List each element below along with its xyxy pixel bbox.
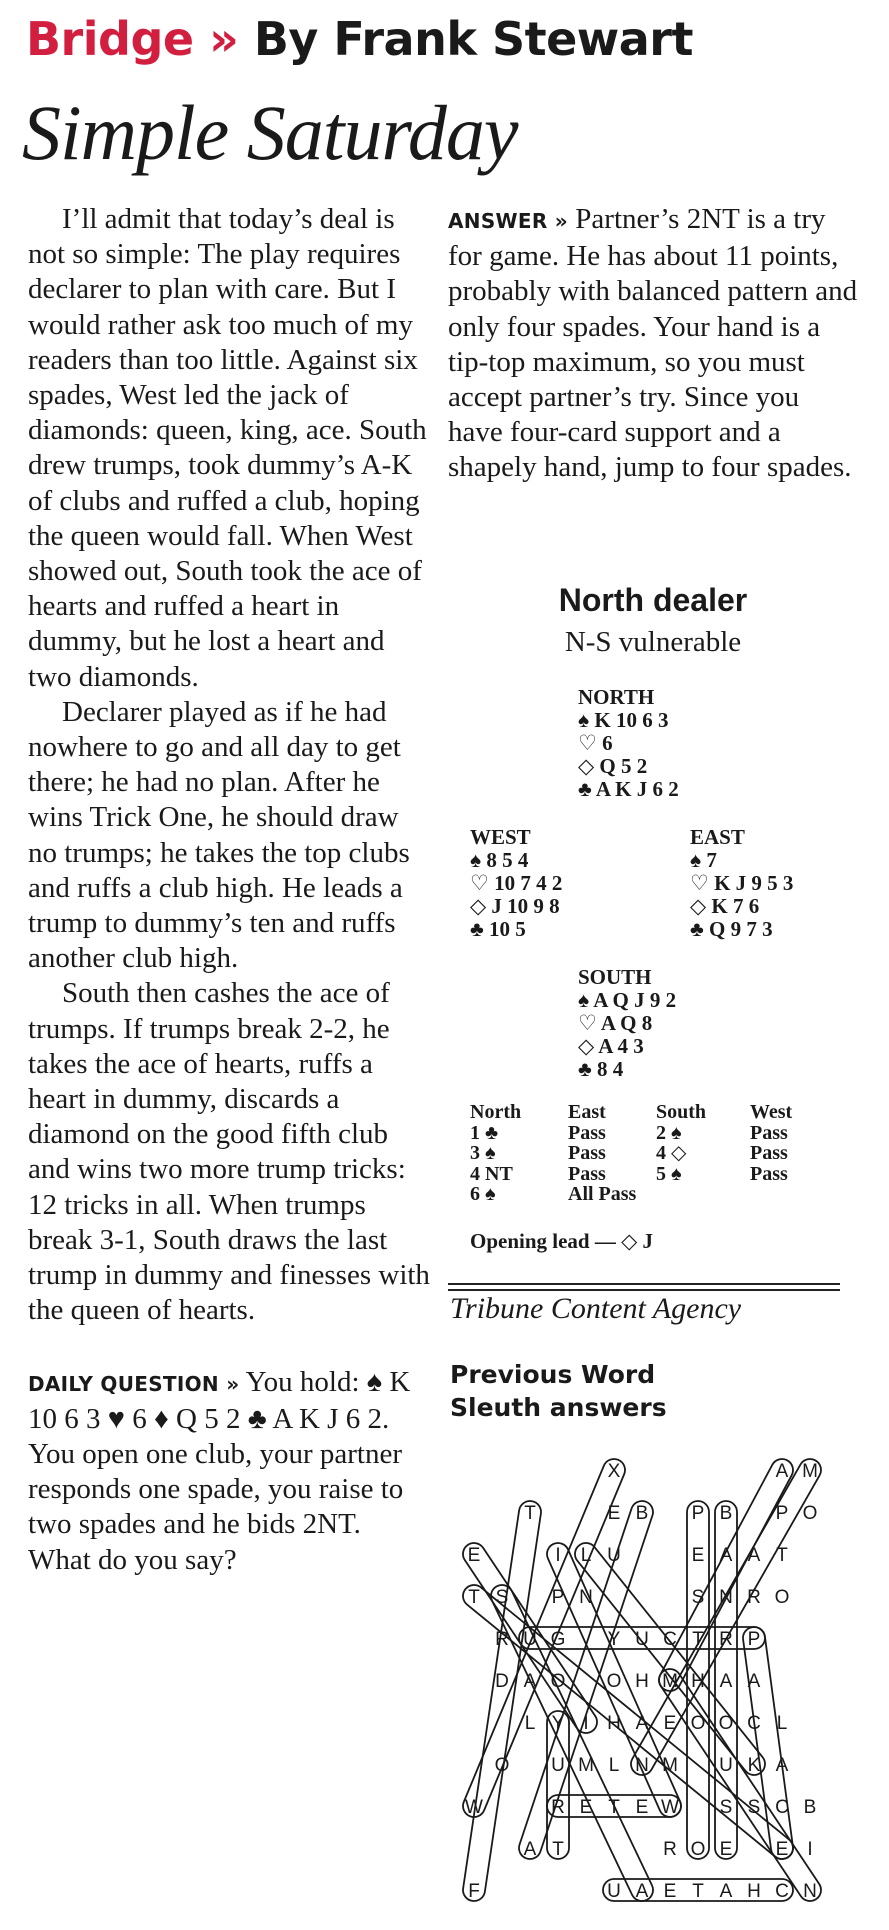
grid-letter: N [579,1587,593,1608]
grid-letter: U [607,1881,621,1902]
grid-letter: W [465,1797,483,1818]
grid-letter: R [551,1797,565,1818]
article-paragraph: I’ll admit that today’s deal is not so simple: The play requires declarer to plan with care. But I would rather ask too much of my readers than too little. Against six spades, West led the jack of diamonds: queen, king, ace. South drew trumps, took dummy’s A-K of clubs and ruffed a club, hoping the queen would fall. When West showed out, South took the ace of hearts and ruffed a heart in dummy, but he lost a heart and two diamonds. [28,203,427,693]
credit-line: Tribune Content Agency [450,1292,742,1325]
hand-diamonds: ◇ J 10 9 8 [470,894,560,918]
grid-letter: B [635,1503,649,1524]
hand-clubs: ♣ Q 9 7 3 [690,917,773,941]
puzzle-title-line: Previous Word [450,1360,656,1389]
grid-letter: T [524,1503,536,1524]
puzzle-title-line: Sleuth answers [450,1393,667,1422]
answer-loop [659,1459,793,1691]
answer-text: Partner’s 2NT is a try for game. He has about 11 points, probably with balanced pattern and only four spades. Your hand is a tip-top maximum, so you must accept partner’s try. Since you have four-card support and a shapely hand, jump to four spades. [448,203,858,484]
divider-rule [448,1289,840,1291]
bid [750,1184,830,1205]
grid-letter: R [663,1839,677,1860]
hand-hearts: ♡ 10 7 4 2 [470,871,563,895]
daily-question-text: You hold: ♠ K 10 6 3 ♥ 6 ♦ Q 5 2 ♣ A K J 6 2. You open one club, your partner responds one spade, you raise to two spades and he bids 2NT. What do you say? [28,1365,411,1576]
grid-letter: A [635,1713,649,1734]
grid-letter: M [662,1755,678,1776]
grid-letter: C [747,1713,761,1734]
grid-letter: R [747,1587,761,1608]
grid-letter: A [523,1671,537,1692]
hand-name: SOUTH [578,965,652,989]
bid [656,1184,750,1205]
grid-letter: L [524,1713,536,1734]
daily-question [28,1365,430,1578]
grid-letter: E [691,1545,705,1566]
grid-letter: T [552,1839,564,1860]
grid-letter: A [719,1545,733,1566]
grid-letter: Y [551,1713,565,1734]
bidding-row [470,1123,830,1144]
grid-letter: O [718,1713,734,1734]
grid-letter: T [608,1797,620,1818]
grid-letter: T [776,1545,788,1566]
grid-letter: O [802,1503,818,1524]
grid-letter: E [775,1839,789,1860]
hand-clubs: ♣ 10 5 [470,917,526,941]
grid-letter: A [719,1881,733,1902]
grid-letter: A [775,1461,789,1482]
answer-loop [659,1669,821,1901]
bidding-row [470,1164,830,1185]
bid: Pass [750,1162,788,1185]
grid-letter: A [523,1839,537,1860]
hand-spades: ♠ 7 [690,848,717,872]
column-title: Simple Saturday [22,89,518,176]
hand-west [470,826,562,941]
grid-letter: P [775,1503,789,1524]
grid-letter: C [663,1629,677,1650]
grid-letter: S [691,1587,705,1608]
divider-rule [448,1283,840,1285]
grid-letter: H [691,1671,705,1692]
puzzle-title [450,1358,667,1424]
grid-letter: P [691,1503,705,1524]
article-paragraph: Declarer played as if he had nowhere to go and all day to get there; he had no plan. After he wins Trick One, he should draw no trumps; he takes the top clubs and ruffs a club high. He leads a trump to dummy’s ten and ruffs another club high. [28,695,410,975]
bid: 6 ♠ [470,1183,496,1205]
grid-letter: O [550,1671,566,1692]
bid: 3 ♠ [470,1142,496,1164]
grid-letter: H [747,1881,761,1902]
grid-letter: R [495,1629,509,1650]
grid-letter: S [495,1587,509,1608]
grid-letter: T [692,1881,704,1902]
section-kicker: Bridge » [26,12,239,66]
grid-letter: C [775,1881,789,1902]
grid-letter: H [607,1713,621,1734]
grid-letter: O [690,1839,706,1860]
bid: All Pass [568,1183,637,1205]
grid-letter: O [774,1587,790,1608]
hand-spades: ♠ A Q J 9 2 [578,988,677,1012]
bidding-header: South [656,1101,707,1123]
hand-hearts: ♡ A Q 8 [578,1011,653,1035]
grid-letter: A [775,1755,789,1776]
bidding-header-row [470,1102,830,1123]
grid-letter: O [606,1671,622,1692]
grid-letter: E [579,1797,593,1818]
bid: Pass [750,1142,788,1164]
answer-block [448,202,858,486]
bidding-header: West [750,1101,793,1123]
grid-letter: M [662,1671,678,1692]
answer-label: ANSWER » [448,209,569,233]
grid-letter: C [775,1797,789,1818]
bid: Pass [750,1121,788,1144]
grid-letter: S [719,1797,733,1818]
bid: 4 NT [470,1162,513,1185]
grid-letter: E [607,1503,621,1524]
hand-diamonds: ◇ A 4 3 [578,1034,644,1058]
grid-letter: U [635,1629,649,1650]
deal-title: North dealer [558,582,748,618]
grid-letter: U [523,1629,537,1650]
grid-letter: L [776,1713,788,1734]
grid-letter: P [747,1629,761,1650]
bidding-header: East [568,1101,606,1123]
hand-hearts: ♡ K J 9 5 3 [690,871,794,895]
hand-name: WEST [470,825,531,849]
bid: 5 ♠ [656,1162,682,1185]
grid-letter: U [551,1755,565,1776]
grid-letter: M [802,1461,818,1482]
hand-south [578,966,676,1081]
deal-vulnerability: N-S vulnerable [564,626,742,658]
grid-letter: E [663,1881,677,1902]
hand-clubs: ♣ 8 4 [578,1057,624,1081]
grid-letter: D [495,1671,509,1692]
hand-north [578,686,679,801]
grid-letter: A [719,1671,733,1692]
bidding-row [470,1143,830,1164]
grid-letter: I [555,1545,561,1566]
grid-letter: I [807,1839,813,1860]
bid: Pass [568,1162,606,1185]
bidding-row [470,1184,830,1205]
bid: Pass [568,1142,606,1164]
grid-letter: L [580,1545,592,1566]
bidding-table [470,1102,830,1205]
grid-letter: P [551,1587,565,1608]
bid: 2 ♠ [656,1121,682,1144]
grid-letter: E [467,1545,481,1566]
grid-letter: B [803,1797,817,1818]
header [26,12,693,66]
hand-spades: ♠ 8 5 4 [470,848,529,872]
byline: By Frank Stewart [253,12,693,66]
grid-letter: K [747,1755,761,1776]
bid: 1 ♣ [470,1121,499,1144]
grid-letter: T [468,1587,480,1608]
grid-letter: S [747,1797,761,1818]
hand-hearts: ♡ 6 [578,731,613,755]
grid-letter: G [550,1629,566,1650]
grid-letter: E [719,1839,733,1860]
grid-letter: I [583,1713,589,1734]
grid-letter: F [468,1881,480,1902]
grid-letter: N [719,1587,733,1608]
bidding-header: North [470,1101,522,1123]
grid-letter: U [607,1545,621,1566]
grid-letter: N [635,1755,649,1776]
grid-letter: A [635,1881,649,1902]
grid-letter: E [635,1797,649,1818]
grid-letter: E [663,1713,677,1734]
hand-diamonds: ◇ Q 5 2 [578,754,648,778]
article-body [28,202,430,1578]
grid-letter: L [608,1755,620,1776]
word-sleuth-grid [448,1452,838,1922]
grid-letter: O [690,1713,706,1734]
hand-clubs: ♣ A K J 6 2 [578,777,679,801]
article-paragraph: South then cashes the ace of trumps. If trumps break 2-2, he takes the ace of hearts, ruffs a heart in dummy, discards a diamond on the good fifth club and wins two more trump tricks: 12 tricks in all. When trumps break 3-1, South draws the last trump in dummy and finesses with the queen of hearts. [28,977,430,1327]
grid-letter: R [719,1629,733,1650]
bid: 4 ◇ [656,1142,687,1164]
grid-letter: Y [607,1629,621,1650]
hand-diamonds: ◇ K 7 6 [690,894,760,918]
hand-east [690,826,793,941]
grid-letter: O [494,1755,510,1776]
grid-letter: A [747,1545,761,1566]
grid-letter: T [692,1629,704,1650]
grid-letter: A [747,1671,761,1692]
grid-letter: X [607,1461,621,1482]
grid-letter: W [661,1797,679,1818]
opening-lead: Opening lead — ◇ J [470,1229,654,1253]
hand-spades: ♠ K 10 6 3 [578,708,669,732]
answer-loop [491,1585,653,1901]
hand-name: EAST [690,825,745,849]
grid-letter: M [578,1755,594,1776]
grid-letter: B [719,1503,733,1524]
grid-letter: U [719,1755,733,1776]
hand-name: NORTH [578,685,655,709]
bid: Pass [568,1121,606,1144]
grid-letter: N [803,1881,817,1902]
daily-question-label: DAILY QUESTION » [28,1371,240,1396]
grid-letter: H [635,1671,649,1692]
